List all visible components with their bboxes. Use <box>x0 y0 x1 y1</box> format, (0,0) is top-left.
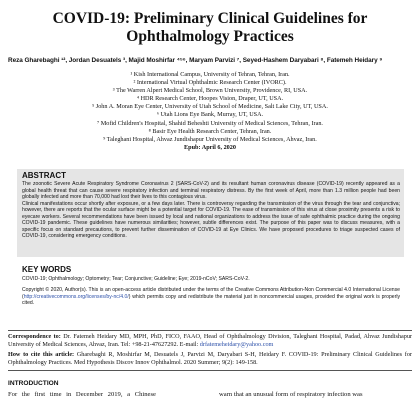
paper-title: COVID-19: Preliminary Clinical Guidelines for Ophthalmology Practices <box>52 10 368 45</box>
affiliation: ⁶ Utah Lions Eye Bank, Murray, UT, USA. <box>156 111 264 119</box>
abstract-paragraph: The zoonotic Severe Acute Respiratory Syndrome Coronavirus 2 (SARS-CoV-2) and its resultant human coronavirus disease (COVID-19) recently appeared as a global health threat that can cause severe respiratory infection and terminal respiratory distress. By the first week of April, more than 1.3 million people had been globally infected and more than 70,000 had lost their lives to this contagious virus. <box>22 181 400 201</box>
abstract-text <box>22 181 400 240</box>
author-list: Reza Gharebaghi ¹², Jordan Desuatels ³, Majid Moshirfar ⁴⁵⁶, Maryam Parvizi ⁷, Seyed-Hashem Daryabari ⁸, Fatemeh Heidary ⁹ <box>8 57 383 64</box>
copyright-text-end: ) which permits copy and redistribute the material just in noncommercial usages, provided the original work is properly cited. <box>22 293 400 307</box>
copyright-notice <box>22 287 400 307</box>
license-link[interactable]: http://creativecommons.org/licenses/by-nc/4.0/ <box>23 293 129 300</box>
correspondence <box>8 333 412 349</box>
correspondence-label: Correspondence to: <box>8 333 61 340</box>
body-text-left-column: For the first time in December 2019, a Chinese <box>8 391 156 398</box>
divider <box>8 330 412 331</box>
abstract-heading: ABSTRACT <box>22 171 66 180</box>
section-heading-introduction: INTRODUCTION <box>8 380 59 387</box>
abstract-paragraph: Clinical manifestations occur shortly after exposure, or a few days later. There is controversy regarding the transmission of the virus through the tear and conjunctiva; however, there are reports that the ocular surface might be a potential target for COVID-19. The ease of transmission of this virus at close proximity presents a risk to eyecare workers. Several recommendations have been issued by local and national organizations to address the issue of safe ophthalmic practice during the ongoing COVID-19 pandemic. These guidelines have numerous similarities; however, subtle differences exist. The purpose of this paper was to discuss measures, with a specific focus on standard precautions, to prevent further dissemination of COVID-19 at Eye Clinics. We have proposed procedures to triage suspected cases of COVID-19, considering emergency conditions. <box>22 200 400 240</box>
email-link[interactable]: drfatemeheidary@yahoo.com <box>199 340 274 348</box>
copyright-text: Copyright © 2020, Author(s). This is an open-access article distributed under the terms of the Creative Commons Attribution-Non Commercial 4.0 International License ( <box>22 287 400 300</box>
citation-label: How to cite this article: <box>8 351 75 358</box>
body-text-right-column: warn that an unusual form of respiratory infection was <box>219 391 363 398</box>
affiliation: ⁷ Mofid Children's Hospital, Shahid Beheshti University of Medical Sciences, Tehran, Iran. <box>97 119 323 127</box>
epub-date: Epub: April 6, 2020 <box>184 143 236 151</box>
affiliations <box>0 71 420 152</box>
keywords-text: COVID-19; Ophthalmology; Optometry; Tear; Conjunctive; Guideline; Eye; 2019-nCoV; SARS-CoV-2. <box>22 276 250 282</box>
affiliation: ¹ Kish International Campus, University of Tehran, Tehran, Iran. <box>130 71 290 78</box>
correspondence-text: Dr. Fatemeh Heidary MD, MPH, PhD, FICO, FAAO, Head of Ophthalmology Division, Taleghani Hospital, Padad, Ahvaz Jundishapur University of Medical Sciences, Ahvaz, Iran. Tel: +98-21-47627292. E-mail: <box>8 333 412 348</box>
affiliation: ² International Virtual Ophthalmic Research Center (IVORC). <box>133 79 287 87</box>
citation-text: Gharebaghi R, Moshirfar M, Desuatels J, Parvizi M, Daryabari S-H, Heidary F. COVID-19: Preliminary Clinical Guidelines for Ophthalmology Practices. Med Hypothesis Discov Innov Ophthalmol. 2020 Summer; 9(2): 149-158. <box>8 351 412 366</box>
affiliation: ⁸ Basir Eye Health Research Center, Tehran, Iran. <box>148 127 272 135</box>
divider <box>8 370 412 371</box>
affiliation: ⁵ John A. Moran Eye Center, University of Utah School of Medicine, Salt Lake City, UT, USA. <box>92 103 328 111</box>
citation <box>8 351 412 367</box>
affiliation: ³ The Warren Alpert Medical School, Brown University, Providence, RI, USA. <box>112 87 308 95</box>
affiliation: ⁹ Taleghani Hospital, Ahvaz Jundishapur University of Medical Sciences, Ahvaz, Iran. <box>103 135 317 143</box>
affiliation: ⁴ HDR Research Center, Hoopes Vision, Draper, UT, USA. <box>136 95 284 103</box>
keywords-heading: KEY WORDS <box>22 265 72 274</box>
